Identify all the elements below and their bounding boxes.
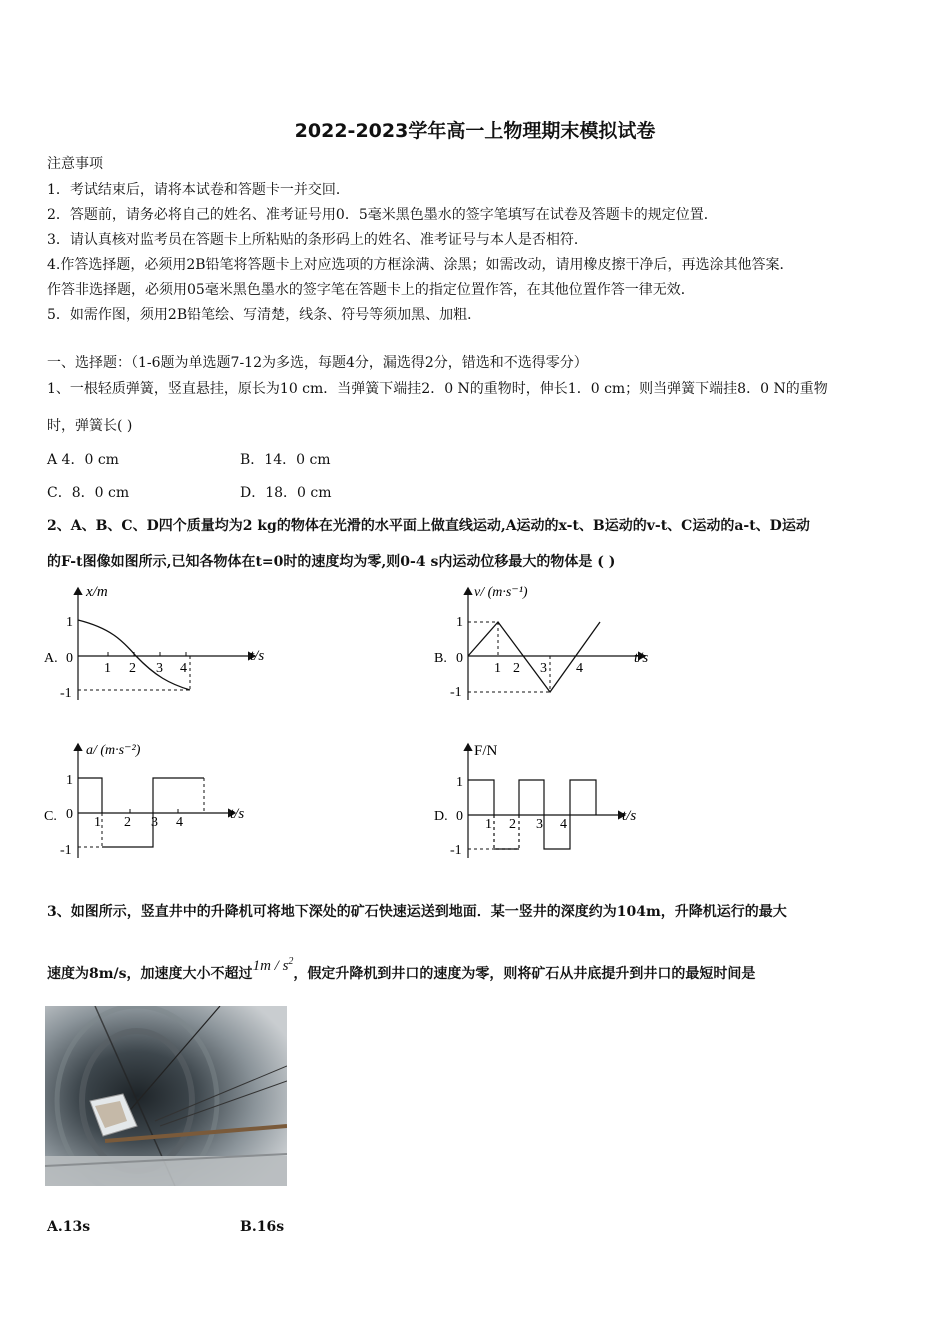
tick-label: 1: [485, 817, 492, 832]
tick-label: 4: [576, 661, 583, 676]
q2-stem-line1: 2、A、B、C、D四个质量均为2 kg的物体在光滑的水平面上做直线运动,A运动的x-t、B运动的v-t、C运动的a-t、D运动: [47, 518, 810, 534]
q3-stem-line1: 3、如图所示，竖直井中的升降机可将地下深处的矿石快速运送到地面．某一竖井的深度约为104m，升降机运行的最大: [47, 904, 787, 920]
notice-heading: 注意事项: [47, 156, 103, 172]
tick-label: 0: [66, 807, 73, 822]
q1-stem-line1: 1、一根轻质弹簧，竖直悬挂，原长为10 cm．当弹簧下端挂2．0 N的重物时，伸长1．0 cm；则当弹簧下端挂8．0 N的重物: [47, 381, 828, 397]
q1-option-b: B．14．0 cm: [240, 452, 331, 468]
tick-label: 1: [66, 773, 73, 788]
y-axis-label: v/ (m·s⁻¹): [474, 585, 528, 600]
graph-label: D.: [434, 809, 448, 824]
notice-item: 5．如需作图，须用2B铅笔绘、写清楚，线条、符号等须加黑、加粗．: [47, 307, 482, 323]
tick-label: 1: [94, 815, 101, 830]
tick-label: -1: [450, 843, 462, 858]
q3-stem-line2-b: ，假定升降机到井口的速度为零，则将矿石从井底提升到井口的最短时间是: [293, 966, 756, 982]
notice-item: 作答非选择题，必须用05毫米黑色墨水的签字笔在答题卡上的指定位置作答，在其他位置作答一律无效．: [47, 282, 695, 298]
tick-label: 4: [560, 817, 567, 832]
graph-b: [430, 580, 670, 710]
q3-stem-line2-a: 速度为8m/s，加速度大小不超过: [47, 966, 253, 982]
tick-label: 0: [66, 651, 73, 666]
notice-item: 1．考试结束后，请将本试卷和答题卡一并交回．: [47, 182, 350, 198]
tick-label: 2: [124, 815, 131, 830]
notice-item: 2．答题前，请务必将自己的姓名、准考证号用0．5毫米黑色墨水的签字笔填写在试卷及答题卡的规定位置．: [47, 207, 718, 223]
x-axis-label: t/s: [622, 808, 637, 824]
graph-c: [40, 738, 280, 863]
q1-option-c: C．8．0 cm: [47, 485, 130, 501]
x-axis-label: t/s: [250, 648, 265, 664]
q1-option-d: D．18．0 cm: [240, 485, 332, 501]
tick-label: 2: [513, 661, 520, 676]
tick-label: 1: [104, 661, 111, 676]
tick-label: 2: [509, 817, 516, 832]
tick-label: -1: [450, 685, 462, 700]
y-axis-label: F/N: [474, 743, 498, 759]
x-axis-label: t/s: [634, 650, 649, 666]
tick-label: 1: [494, 661, 501, 676]
x-axis-label: t/s: [230, 806, 245, 822]
tick-label: 3: [540, 661, 547, 676]
notice-item: 4.作答选择题，必须用2B铅笔将答题卡上对应选项的方框涂满、涂黑；如需改动，请用橡皮擦干净后，再选涂其他答案．: [47, 257, 794, 273]
q1-stem-line2: 时，弹簧长( ): [47, 418, 133, 434]
acceleration-unit: [253, 958, 294, 974]
step-series: [468, 780, 494, 815]
q3-option-b: B.16s: [240, 1219, 285, 1235]
section-heading: 一、选择题：（1-6题为单选题7-12为多选，每题4分，漏选得2分，错选和不选得零分）: [47, 355, 588, 371]
unit-exponent: 2: [288, 956, 294, 967]
tick-label: -1: [60, 843, 72, 858]
y-axis-label: a/ (m·s⁻²): [86, 743, 141, 758]
unit-text: 1m / s: [252, 958, 289, 974]
tick-label: 2: [129, 661, 136, 676]
line-series: [468, 622, 600, 692]
graph-a: [40, 580, 280, 710]
graph-label: C.: [44, 809, 57, 824]
y-axis-label: x/m: [86, 584, 108, 600]
q3-option-a: A.13s: [47, 1219, 91, 1235]
tick-label: 4: [176, 815, 183, 830]
tick-label: 1: [456, 615, 463, 630]
tick-label: 1: [66, 615, 73, 630]
tick-label: 3: [151, 815, 158, 830]
graph-d: [430, 738, 670, 863]
tick-label: 4: [180, 661, 187, 676]
tick-label: 0: [456, 651, 463, 666]
notice-item: 3．请认真核对监考员在答题卡上所粘贴的条形码上的姓名、准考证号与本人是否相符．: [47, 232, 588, 248]
q2-stem-line2: 的F-t图像如图所示,已知各物体在t=0时的速度均为零,则0-4 s内运动位移最大的物体是 ( ): [47, 554, 616, 570]
q3-stem-line2: [47, 956, 756, 983]
q1-option-a: A 4．0 cm: [47, 452, 119, 468]
tick-label: 3: [536, 817, 543, 832]
page-title: 2022-2023学年高一上物理期末模拟试卷: [294, 120, 656, 142]
tick-label: 0: [456, 809, 463, 824]
graph-label: B.: [434, 651, 447, 666]
tick-label: 1: [456, 775, 463, 790]
mine-shaft-photo: [45, 1006, 287, 1186]
tick-label: -1: [60, 686, 72, 701]
graph-label: A.: [44, 651, 58, 666]
tick-label: 3: [156, 661, 163, 676]
